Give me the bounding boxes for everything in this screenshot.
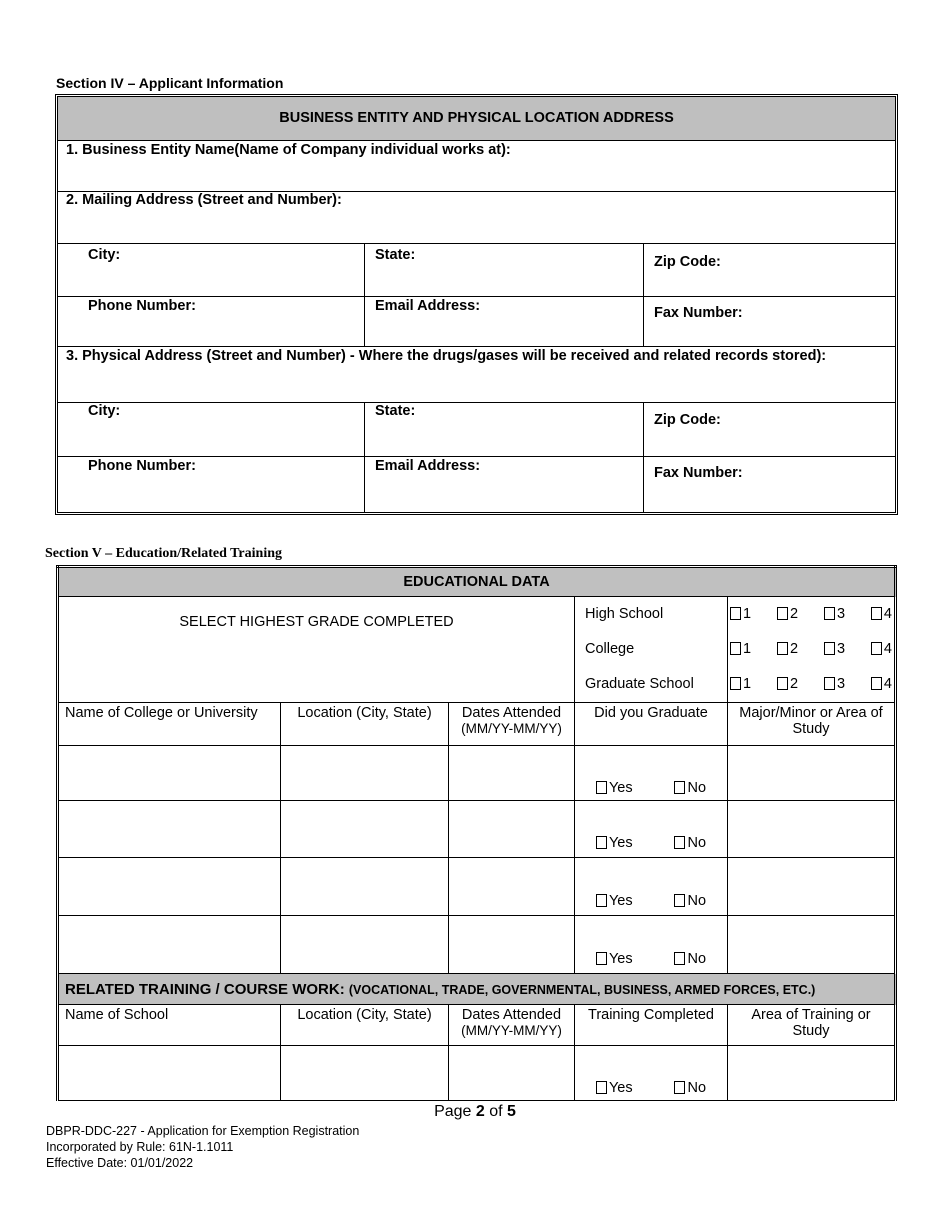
- major-input[interactable]: [728, 801, 896, 858]
- grade-checkbox[interactable]: 3: [824, 632, 845, 667]
- yes-checkbox[interactable]: Yes: [596, 780, 633, 796]
- mailing-zip-label: Zip Code:: [654, 254, 721, 270]
- graduate-grade-options: [730, 667, 892, 702]
- no-checkbox[interactable]: No: [674, 1080, 706, 1096]
- grade-checkbox[interactable]: 2: [777, 632, 798, 667]
- divider: [58, 346, 895, 347]
- checkbox-icon: [674, 894, 685, 907]
- yes-checkbox[interactable]: Yes: [596, 893, 633, 909]
- page-number: Page 2 of 5: [434, 1103, 516, 1120]
- grade-checkbox[interactable]: 2: [777, 597, 798, 632]
- col-dates: Dates Attended (MM/YY-MM/YY): [449, 703, 575, 746]
- divider: [643, 402, 644, 512]
- checkbox-icon: [596, 781, 607, 794]
- grade-checkbox[interactable]: 3: [824, 667, 845, 702]
- college-name-input[interactable]: [58, 858, 281, 916]
- section-iv-title: Section IV – Applicant Information: [56, 75, 284, 91]
- col-school-name: Name of School: [58, 1005, 281, 1046]
- major-input[interactable]: [728, 858, 896, 916]
- no-checkbox[interactable]: No: [674, 780, 706, 796]
- dates-input[interactable]: [449, 801, 575, 858]
- educational-data-header: EDUCATIONAL DATA: [58, 567, 896, 597]
- checkbox-icon: [596, 836, 607, 849]
- checkbox-icon: [730, 642, 741, 655]
- physical-state-label: State:: [375, 403, 416, 419]
- yes-checkbox[interactable]: Yes: [596, 1080, 633, 1096]
- checkbox-icon: [824, 642, 835, 655]
- col-training-dates: Dates Attended (MM/YY-MM/YY): [449, 1005, 575, 1046]
- divider: [58, 243, 895, 244]
- divider: [58, 296, 895, 297]
- college-name-input[interactable]: [58, 801, 281, 858]
- physical-address-label: 3. Physical Address (Street and Number) - Where the drugs/gases will be received and related records stored):: [66, 348, 827, 364]
- physical-city-label: City:: [88, 403, 121, 419]
- college-grade-options: [730, 632, 892, 667]
- grade-checkbox[interactable]: 1: [730, 667, 751, 702]
- checkbox-icon: [674, 781, 685, 794]
- mailing-fax-label: Fax Number:: [654, 305, 743, 321]
- checkbox-icon: [824, 677, 835, 690]
- dates-input[interactable]: [449, 858, 575, 916]
- business-entity-name-label: 1. Business Entity Name(Name of Company individual works at):: [66, 142, 511, 158]
- mailing-city-label: City:: [88, 247, 121, 263]
- grade-checkbox[interactable]: 2: [777, 667, 798, 702]
- checkbox-icon: [777, 677, 788, 690]
- form-id: DBPR-DDC-227 - Application for Exemption Registration: [46, 1124, 360, 1138]
- col-training-location: Location (City, State): [281, 1005, 449, 1046]
- divider: [643, 243, 644, 347]
- mailing-phone-label: Phone Number:: [88, 298, 196, 314]
- physical-email-label: Email Address:: [375, 458, 481, 474]
- table-row: [58, 858, 896, 916]
- level-graduate-school: Graduate School: [585, 676, 694, 692]
- grade-checkbox[interactable]: 1: [730, 632, 751, 667]
- grade-checkbox[interactable]: 4: [871, 597, 892, 632]
- effective-date: Effective Date: 01/01/2022: [46, 1156, 194, 1170]
- checkbox-icon: [674, 1081, 685, 1094]
- divider: [58, 402, 895, 403]
- major-input[interactable]: [728, 916, 896, 974]
- area-input[interactable]: [728, 1046, 896, 1101]
- related-training-header: RELATED TRAINING / COURSE WORK: (VOCATIONAL, TRADE, GOVERNMENTAL, BUSINESS, ARMED FORCES, ETC.): [58, 974, 896, 1005]
- dates-input[interactable]: [449, 746, 575, 801]
- no-checkbox[interactable]: No: [674, 835, 706, 851]
- major-input[interactable]: [728, 746, 896, 801]
- physical-fax-label: Fax Number:: [654, 465, 743, 481]
- yes-checkbox[interactable]: Yes: [596, 951, 633, 967]
- physical-phone-label: Phone Number:: [88, 458, 196, 474]
- checkbox-icon: [777, 642, 788, 655]
- college-name-input[interactable]: [58, 746, 281, 801]
- dates-input[interactable]: [449, 916, 575, 974]
- table-row: [58, 916, 896, 974]
- checkbox-icon: [674, 836, 685, 849]
- checkbox-icon: [596, 894, 607, 907]
- table-row: [58, 1046, 896, 1101]
- no-checkbox[interactable]: No: [674, 893, 706, 909]
- grade-checkbox[interactable]: 1: [730, 597, 751, 632]
- business-entity-header: BUSINESS ENTITY AND PHYSICAL LOCATION ADDRESS: [58, 97, 895, 141]
- grade-checkbox[interactable]: 4: [871, 667, 892, 702]
- form-footer: [46, 1123, 359, 1171]
- checkbox-icon: [871, 642, 882, 655]
- dates-input[interactable]: [449, 1046, 575, 1101]
- level-college: College: [585, 641, 635, 657]
- col-location: Location (City, State): [281, 703, 449, 746]
- physical-zip-label: Zip Code:: [654, 412, 721, 428]
- location-input[interactable]: [281, 1046, 449, 1101]
- grade-checkbox[interactable]: 3: [824, 597, 845, 632]
- location-input[interactable]: [281, 746, 449, 801]
- col-graduate: Did you Graduate: [575, 703, 728, 746]
- checkbox-icon: [777, 607, 788, 620]
- location-input[interactable]: [281, 858, 449, 916]
- mailing-state-label: State:: [375, 247, 416, 263]
- mailing-address-label: 2. Mailing Address (Street and Number):: [66, 192, 342, 208]
- college-name-input[interactable]: [58, 916, 281, 974]
- educational-data-table: [56, 565, 897, 1101]
- divider: [364, 243, 365, 347]
- checkbox-icon: [596, 1081, 607, 1094]
- col-college-name: Name of College or University: [58, 703, 281, 746]
- table-row: [58, 801, 896, 858]
- checkbox-icon: [674, 952, 685, 965]
- checkbox-icon: [871, 607, 882, 620]
- grade-checkbox[interactable]: 4: [871, 632, 892, 667]
- rule-reference: Incorporated by Rule: 61N-1.1011: [46, 1140, 234, 1154]
- col-training-area: Area of Training or Study: [728, 1005, 896, 1046]
- checkbox-icon: [730, 677, 741, 690]
- no-checkbox[interactable]: No: [674, 951, 706, 967]
- checkbox-icon: [596, 952, 607, 965]
- checkbox-icon: [824, 607, 835, 620]
- checkbox-icon: [871, 677, 882, 690]
- divider: [58, 456, 895, 457]
- table-row: [58, 746, 896, 801]
- section-v-title: Section V – Education/Related Training: [45, 546, 282, 561]
- col-training-completed: Training Completed: [575, 1005, 728, 1046]
- high-school-grade-options: [730, 597, 892, 632]
- checkbox-icon: [730, 607, 741, 620]
- divider: [364, 402, 365, 512]
- location-input[interactable]: [281, 801, 449, 858]
- select-highest-grade-label: SELECT HIGHEST GRADE COMPLETED: [58, 597, 575, 703]
- col-major: Major/Minor or Area of Study: [728, 703, 896, 746]
- mailing-email-label: Email Address:: [375, 298, 481, 314]
- yes-checkbox[interactable]: Yes: [596, 835, 633, 851]
- location-input[interactable]: [281, 916, 449, 974]
- school-name-input[interactable]: [58, 1046, 281, 1101]
- level-high-school: High School: [585, 606, 664, 622]
